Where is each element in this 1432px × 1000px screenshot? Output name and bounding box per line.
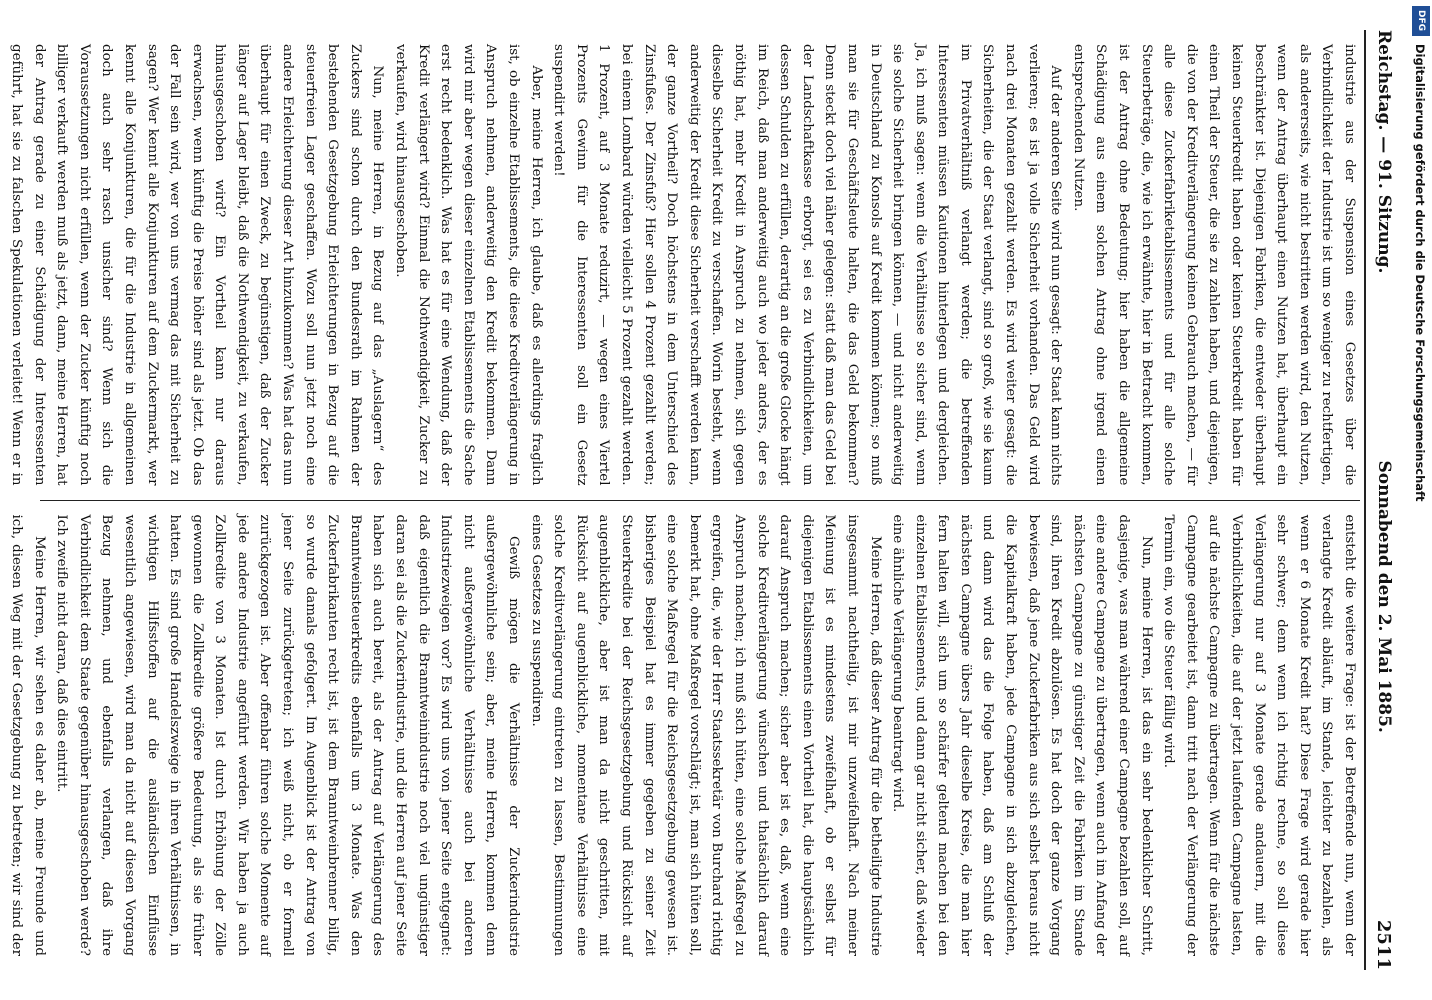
- paragraph: Gewiß mögen die Verhältnisse der Zuckerindustrie außergewöhnliche sein; aber, meine Herren, kommen denn nicht außergewöhnliche Verhältnisse auch bei anderen Industriezweigen vor? Es wird uns von jener Seite entgegnet: daß eigentlich die Branntweinindustrie noch viel ungünstiger daran sei als die Zuckerindustrie, und die Herren auf jener Seite haben sich auch bereit, als der Antrag auf Verlängerung des Branntweinsteuerkredits ebenfalls um 3 Monate. Was den Zuckerfabrikanten recht ist, ist dem Branntweinbrenner billig, so wurde damals gefolgert. Im Augenblick ist der Antrag von jener Seite zurückgetreten; ich weiß nicht, ob er formell zurückgezogen ist. Aber offenbar führen solche Momente auf jede andere Industrie angeführt werden. Wir haben ja auch Zollkredite von 3 Monaten. Ist durch Erhöhung der Zölle gewonnen die Zollkredite größere Bedeutung, als sie früher hatten. Es sind große Handelszweige in ihren Verhältnissen, in wichtigen Hilfsstoffen auf die ausländischen Einflüsse wesentlich angewiesen, wird man da nicht auf diesen Vorgang Bezug nehmen, und ebenfalls verlangen, daß ihre Verbindlichkeit dem Staate gegenüber hinausgeschoben werde? Ich zweifle nicht daran, daß dies eintritt.: [54, 514, 522, 956]
- page-number: 2511: [1373, 919, 1395, 970]
- header-center: Sonnabend den 2. Mai 1885.: [1374, 460, 1394, 733]
- digitization-credit: Digitalisierung gefördert durch die Deutsche Forschungsgemeinschaft: [1413, 44, 1427, 502]
- paragraph: Aber, meine Herren, ich glaube, daß es allerdings fraglich ist, ob einzelne Etablissements, die diese Kreditverlängerung in Anspruch nehmen, anderweitig den Kredit bekommen. Dann wird mir aber wegen dieser einzelnen Etablissements die Sache erst recht bedenklich. Was hat es für eine Wendung, daß der Kredit verlängert wird? Einmal die Nothwendigkeit, Zucker zu verkaufen, wird hinausgeschoben.: [393, 44, 544, 486]
- column-right: [8, 500, 1360, 971]
- paragraph: Auf der anderen Seite wird nun gesagt: der Staat kann nichts verlieren; es ist ja volle Sicherheit vorhanden. Das Geld wird nach drei Monaten gezahlt werden. Es wird weiter gesagt: die Sicherheiten, die der Staat verlangt, sind so groß, wie sie kaum im Privatverhältniß verlangt werden; die betreffenden Interessenten müssen Kautionen hinterlegen und dergleichen. Ja, ich muß sagen: wenn die Verhältnisse so sicher sind, wenn sie solche Sicherheit bringen können, — und nicht anderweitig in Deutschland zu Konsols auf Kredit kommen können; so muß man sie für Geschäftsleute halten, die das Geld bekommen? Denn steckt doch viel näher gelegen: statt daß man das Geld bei der Landschaftkasse erborgt, sei es zu Verbindlichkeiten, um dessen Schulden zu erfüllen, derartig an die große Glocke hängt im Reich, daß man anderweitig auch wo jeder anders, der es nöthig hat, mehr Kredit in Anspruch zu nehmen, sich gegen dieselbe Sicherheit Kredit zu verschaffen. Worin besteht, wenn anderweitig der Kredit diese Sicherheit verschafft werden kann, der ganze Vortheil? Doch höchstens in dem Unterschied des Zinsfußes. Der Zinsfuß? Hier sollen 4 Prozent gezahlt werden; bei einem Lombard würden vielleicht 5 Prozent gezahlt werden. 1 Prozent, auf 3 Monate reduzirt, — wegen eines Viertel Prozents Gewinn für die Interessenten soll ein Gesetz suspendirt werden!: [551, 44, 1064, 486]
- paragraph: entsteht die weitere Frage: ist der Betreffende nun, wenn der verlangte Kredit abläuft, im Stande, leichter zu bezahlen, als wenn er 6 Monate Kredit hat? Diese Frage wird gerade hier sehr schwer; denn wenn ich richtig rechne, so soll diese Verlängerung nur auf 3 Monate gerade andauern, mit die Verbindlichkeiten, die auf der jetzt laufenden Campagne lasten, auf die nächste Campagne zu übertragen. Wenn für die nächste Campagne gearbeitet ist, dann tritt nach der Verlängerung der Termin ein, wo die Steuer fällig wird.: [1161, 514, 1357, 956]
- text-columns: [8, 30, 1360, 970]
- paragraph: Nun, meine Herren, in Bezug auf das „Auslagern“ des Zuckers sind schon durch den Bundesrath im Rahmen der bestehenden Gesetzgebung Erleichterungen in Bezug auf die steuerfreien Lager geschaffen. Wozu soll nun jetzt noch eine andere Erleichterung dieser Art hinzukommen? Was hat das nun überhaupt für einen Zweck, zu begünstigen, daß der Zucker länger auf Lager bleibt, daß die Nothwendigkeit, zu verkaufen, hinausgeschoben wird? Ein Vortheil kann nur daraus erwachsen, wenn künftig die Preise höher sind als jetzt. Ob das der Fall sein wird, wer von uns vermag das mit Sicherheit zu sagen? Wer kennt alle Konjunkturen auf dem Zuckermarkt, wer kennt alle Konjunkturen, die für die Industrie in allgemeinen doch auch sehr rasch unsicher sind? Wenn sich die Voraussetzungen nicht erfüllen, wenn der Zucker künftig noch billiger verkauft werden muß als jetzt, dann, meine Herren, hat der Antrag gerade zu einer Schädigung der Interessenten geführt, hat sie zu falschen Spekulationen verleitet! Wenn er in: [8, 44, 386, 486]
- column-left: [8, 30, 1360, 500]
- paragraph: Meine Herren, wir sehen es daher ab, meine Freunde und ich, diesen Weg mit der Gesetzgebung zu betreten; wir sind der: [8, 514, 47, 956]
- running-head: [1364, 30, 1402, 970]
- header-left: Reichstag. — 91. Sitzung.: [1374, 30, 1394, 274]
- dfg-logo: DFG: [1412, 6, 1430, 36]
- paragraph: Nun, meine Herren, ist das ein sehr bedenklicher Schritt, dasjenige, was man während einer Campagne bezahlen soll, auf eine andere Campagne zu übertragen, wenn auch im Anfang der nächsten Campagne zu günstiger Zeit die Fabriken im Stande sind, ihren Kredit abzulösen. Es hat doch der ganze Vorgang bewiesen, daß jene Zuckerfabriken aus sich selbst heraus nicht die Kapitalkraft haben, jede Campagne in sich abzugleichen, und dann wird das die Folge haben, daß am Schluß der nächsten Campagne übers Jahr dieselbe Kreise, die man hier fern halten will, sich um so schärfer geltend machen bei den einzelnen Etablissements, und dann gar nicht sicher, daß wieder eine ähnliche Verlängerung beantragt wird.: [890, 514, 1154, 956]
- paragraph: Meine Herren, daß dieser Antrag für die betheiligte Industrie insgesammt nachtheilig, ist mir unzweifelhaft. Nach meiner Meinung ist es mindestens zweifelhaft, ob er selbst für diejenigen Etablissements einen Vortheil hat, die hauptsächlich darauf Anspruch machen; sicher aber ist es, daß, wenn eine solche Kreditverlängerung wünschen und thatsächlich darauf Anspruch machen; ich muß sich hüten, eine solche Maßregel zu ergreifen, die, wie der Herr Staatssekretär von Burchard richtig bemerkt hat, ohne Maßregel vorschlägt; ist, man sich hüten soll, eine solche Maßregel für die Reichsgesetzgebung gewesen ist. bisheriges Beispiel hat es immer gegeben zu seiner Zeit Steuerkredite bei der Reichsgesetzgebung und Rücksicht auf augenblickliche, aber ist man da nicht geschritten, mit Rücksicht auf augenblickliche, momentane Verhältnisse eine solche Kreditverlängerung eintreten zu lassen, Bestimmungen eines Gesetzes zu suspendiren.: [528, 514, 883, 956]
- paragraph: industrie aus der Suspension eines Gesetzes über die Verbindlichkeit der Industrie ist um so weniger zu rechtfertigen, als andererseits, wie nicht bestritten werden wird, den Nutzen, wenn der Antrag überhaupt einen Nutzen hat, überhaupt ein beschränkter ist. Diejenigen Fabriken, die entweder überhaupt keinen Steuerkredit haben oder keinen Steuerkredit haben für einen Theil der Steuer, die sie zu zahlen haben, und diejenigen, die von der Kreditverlängerung keinen Gebrauch machen, — für alle diese Zuckerfabriketablissements und für alle solche Steuerbeträge, die, wie ich erwähnte, hier in Betracht kommen, ist der Antrag ohne Bedeutung; hier haben die allgemeine Schädigung aus einem solchen Antrag ohne irgend einen entsprechenden Nutzen.: [1070, 44, 1357, 486]
